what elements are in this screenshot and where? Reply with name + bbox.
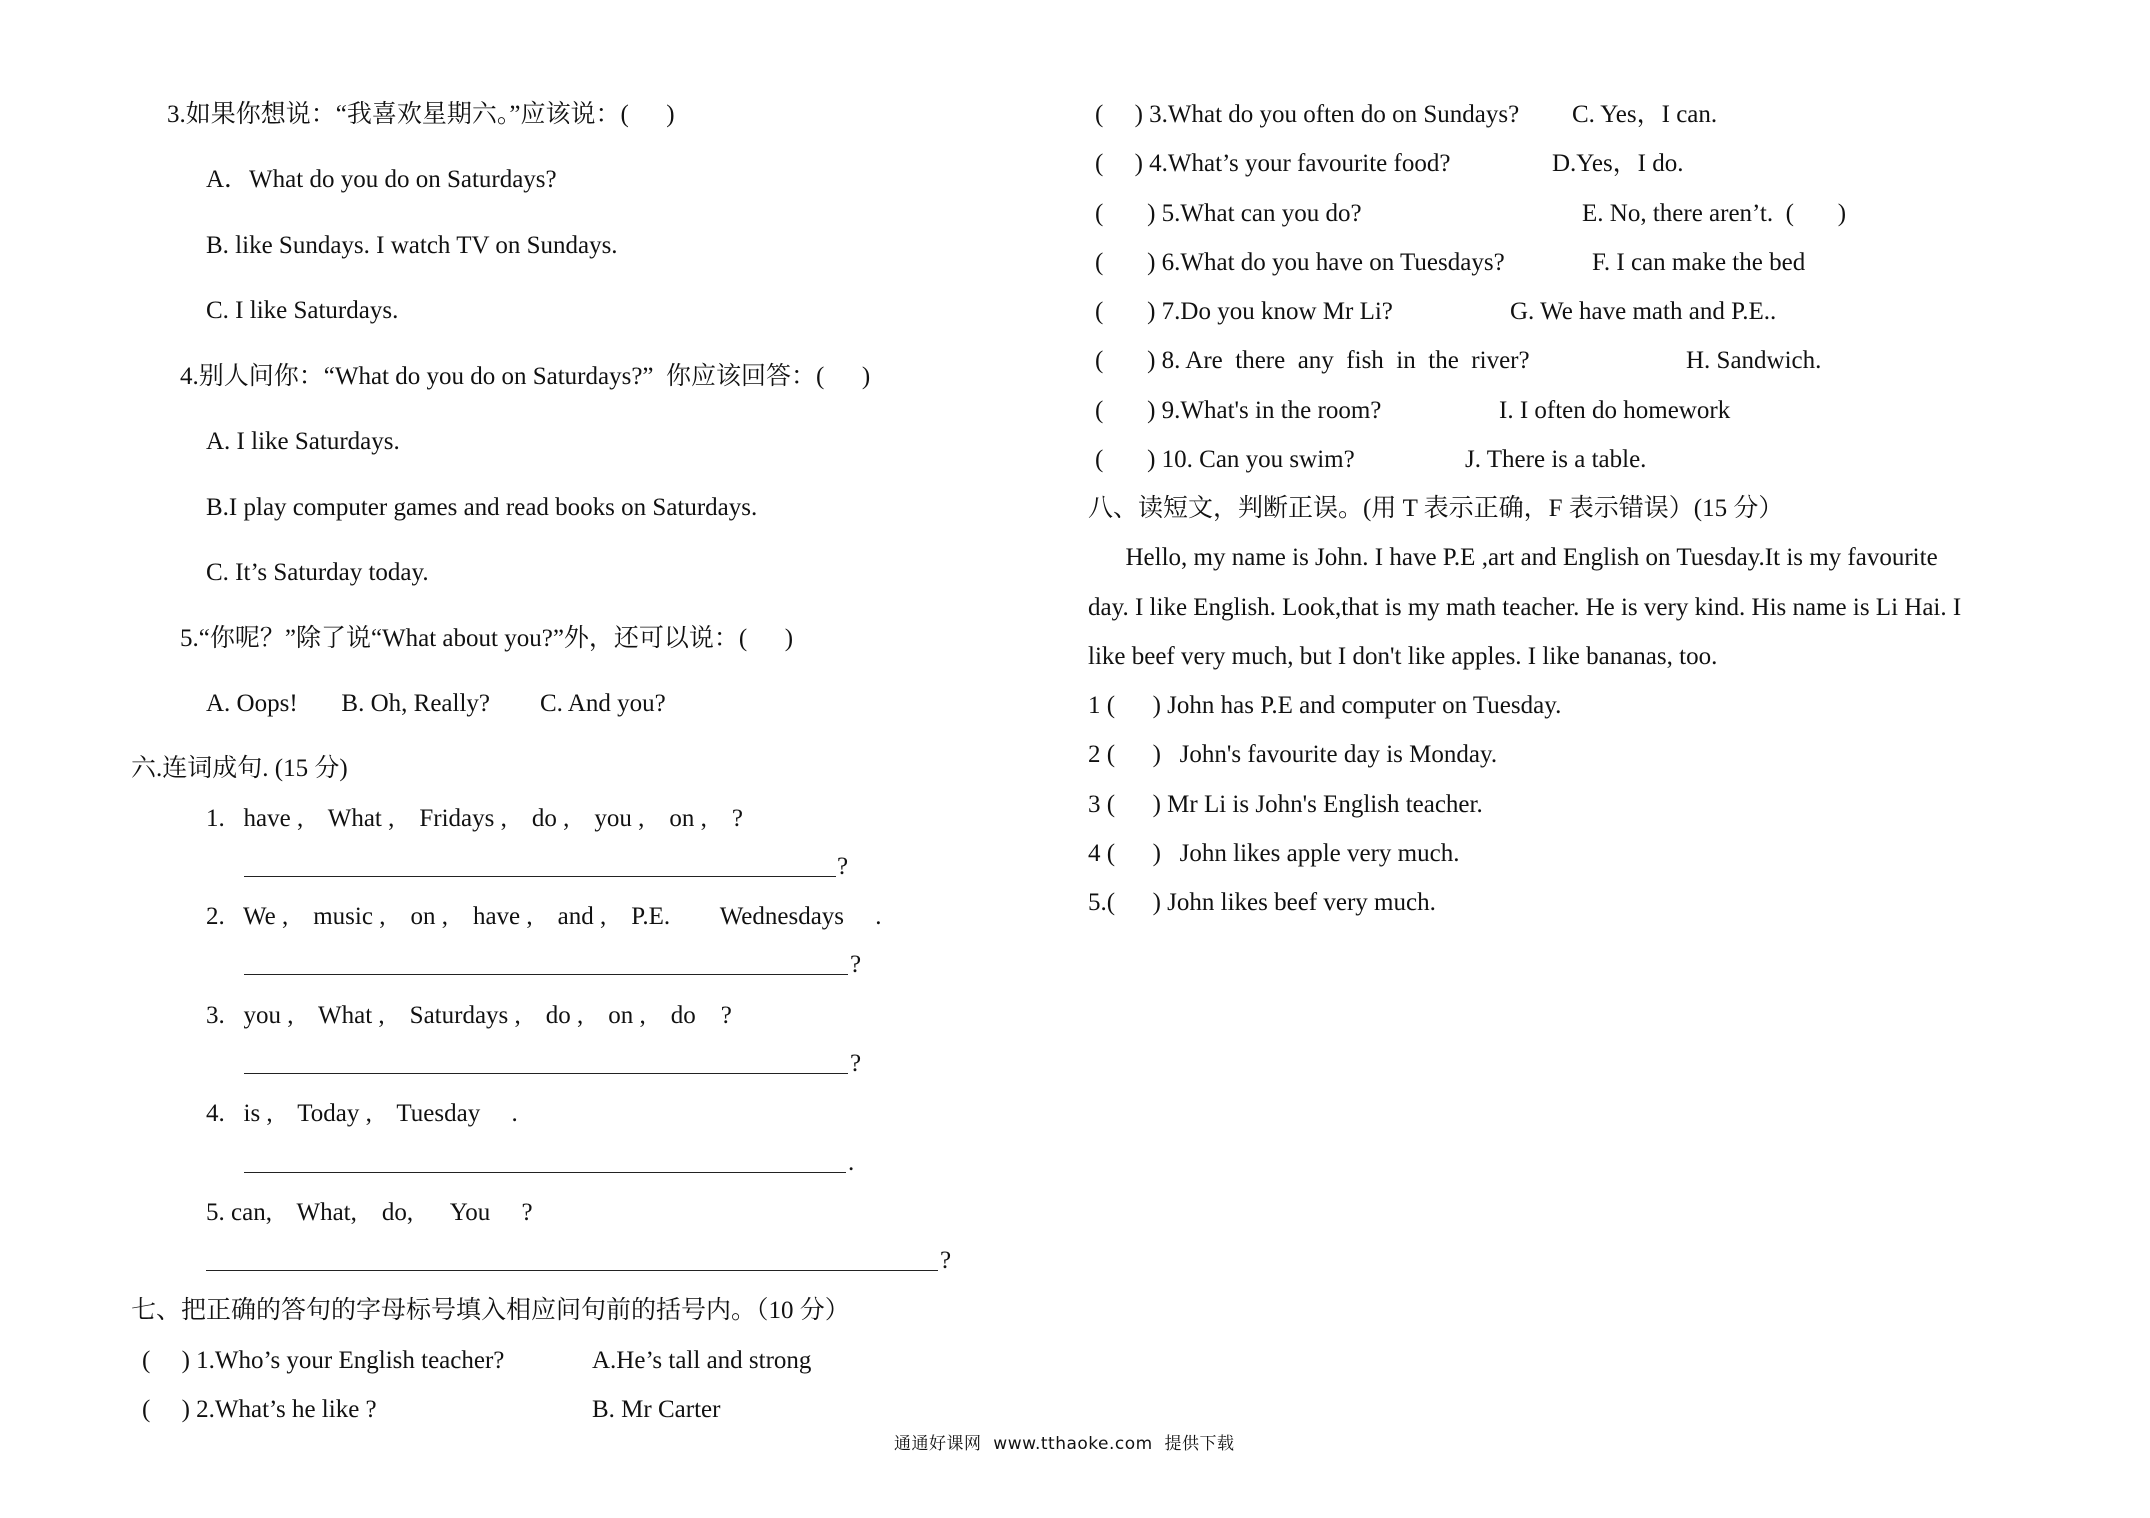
section-6-item-5-end-mark: ? [940,1247,952,1274]
question-3-option-a: A．What do you do on Saturdays? [206,166,557,193]
question-5-options: A. Oops! B. Oh, Really? C. And you? [206,690,666,717]
section-7-question-4: ( ) 4.What’s your favourite food? [1095,150,1451,177]
section-7-answer-e: E. No, there aren’t. ( ) [1582,200,1847,227]
passage-line-1: Hello, my name is John. I have P.E ,art and English on Tuesday.It is my favourite [1088,544,1938,571]
section-7-question-8: ( ) 8. Are there any fish in the river? [1095,347,1530,374]
section-7-title: 七、把正确的答句的字母标号填入相应问句前的括号内。（10 分） [131,1297,850,1324]
section-7-answer-j: J. There is a table. [1465,446,1647,473]
section-7-question-6: ( ) 6.What do you have on Tuesdays? [1095,249,1505,276]
section-7-question-2: ( ) 2.What’s he like ? [142,1396,377,1423]
section-8-item-4: 4 ( ) John likes apple very much. [1088,840,1460,867]
question-5-stem: 5.“你呢？”除了说“What about you?”外，还可以说：( ) [180,625,794,652]
section-6-item-2-end-mark: ? [850,951,862,978]
section-6-item-4-end-mark: . [848,1149,855,1176]
section-6-item-3-answer-line[interactable] [244,1073,848,1074]
question-4-option-b: B.I play computer games and read books on Saturdays. [206,494,758,521]
question-4-option-c: C. It’s Saturday today. [206,559,429,586]
section-6-item-2-words: 2. We , music , on , have , and , P.E. Wednesdays . [206,903,882,930]
section-7-question-5: ( ) 5.What can you do? [1095,200,1362,227]
section-8-item-3: 3 ( ) Mr Li is John's English teacher. [1088,791,1483,818]
question-3-option-c: C. I like Saturdays. [206,297,399,324]
section-6-item-1-answer-line[interactable] [244,876,836,877]
section-8-item-2: 2 ( ) John's favourite day is Monday. [1088,741,1498,768]
section-8-item-1: 1 ( ) John has P.E and computer on Tuesday. [1088,692,1562,719]
section-6-item-5-answer-line[interactable] [206,1270,938,1271]
section-6-item-3-words: 3. you , What , Saturdays , do , on , do ? [206,1002,732,1029]
section-6-item-3-end-mark: ? [850,1050,862,1077]
section-7-question-1: ( ) 1.Who’s your English teacher? [142,1347,505,1374]
section-7-answer-b: B. Mr Carter [592,1396,721,1423]
question-3-option-b: B. like Sundays. I watch TV on Sundays. [206,232,618,259]
section-8-item-5: 5.( ) John likes beef very much. [1088,889,1436,916]
section-7-answer-a: A.He’s tall and strong [592,1347,812,1374]
page-footer: 通通好课网 www.tthaoke.com 提供下载 [894,1434,1235,1454]
section-7-answer-g: G. We have math and P.E.. [1510,298,1777,325]
section-7-answer-c: C. Yes，I can. [1572,101,1718,128]
section-6-item-2-answer-line[interactable] [244,974,848,975]
section-6-item-1-end-mark: ? [837,853,849,880]
section-6-item-1-words: 1. have , What , Fridays , do , you , on , ? [206,805,743,832]
section-7-question-9: ( ) 9.What's in the room? [1095,397,1382,424]
section-7-answer-f: F. I can make the bed [1592,249,1806,276]
section-7-answer-h: H. Sandwich. [1686,347,1822,374]
passage-line-3: like beef very much, but I don't like apples. I like bananas, too. [1088,643,1718,670]
section-7-answer-d: D.Yes，I do. [1552,150,1684,177]
section-6-item-5-words: 5. can, What, do, You ? [206,1199,533,1226]
question-4-option-a: A. I like Saturdays. [206,428,400,455]
section-6-item-4-words: 4. is , Today , Tuesday . [206,1100,518,1127]
section-7-answer-i: I. I often do homework [1499,397,1731,424]
section-7-question-3: ( ) 3.What do you often do on Sundays? [1095,101,1520,128]
section-7-question-10: ( ) 10. Can you swim? [1095,446,1355,473]
passage-line-2: day. I like English. Look,that is my math teacher. He is very kind. His name is Li Hai. I [1088,594,1962,621]
section-7-question-7: ( ) 7.Do you know Mr Li? [1095,298,1393,325]
question-3-stem: 3.如果你想说：“我喜欢星期六。”应该说：( ) [167,101,675,128]
question-4-stem: 4.别人问你：“What do you do on Saturdays?” 你应该回答：( ) [180,363,871,390]
section-8-title: 八、读短文，判断正误。(用 T 表示正确，F 表示错误）(15 分） [1088,495,1784,522]
section-6-item-4-answer-line[interactable] [244,1172,846,1173]
section-6-title: 六.连词成句. (15 分) [131,755,348,782]
